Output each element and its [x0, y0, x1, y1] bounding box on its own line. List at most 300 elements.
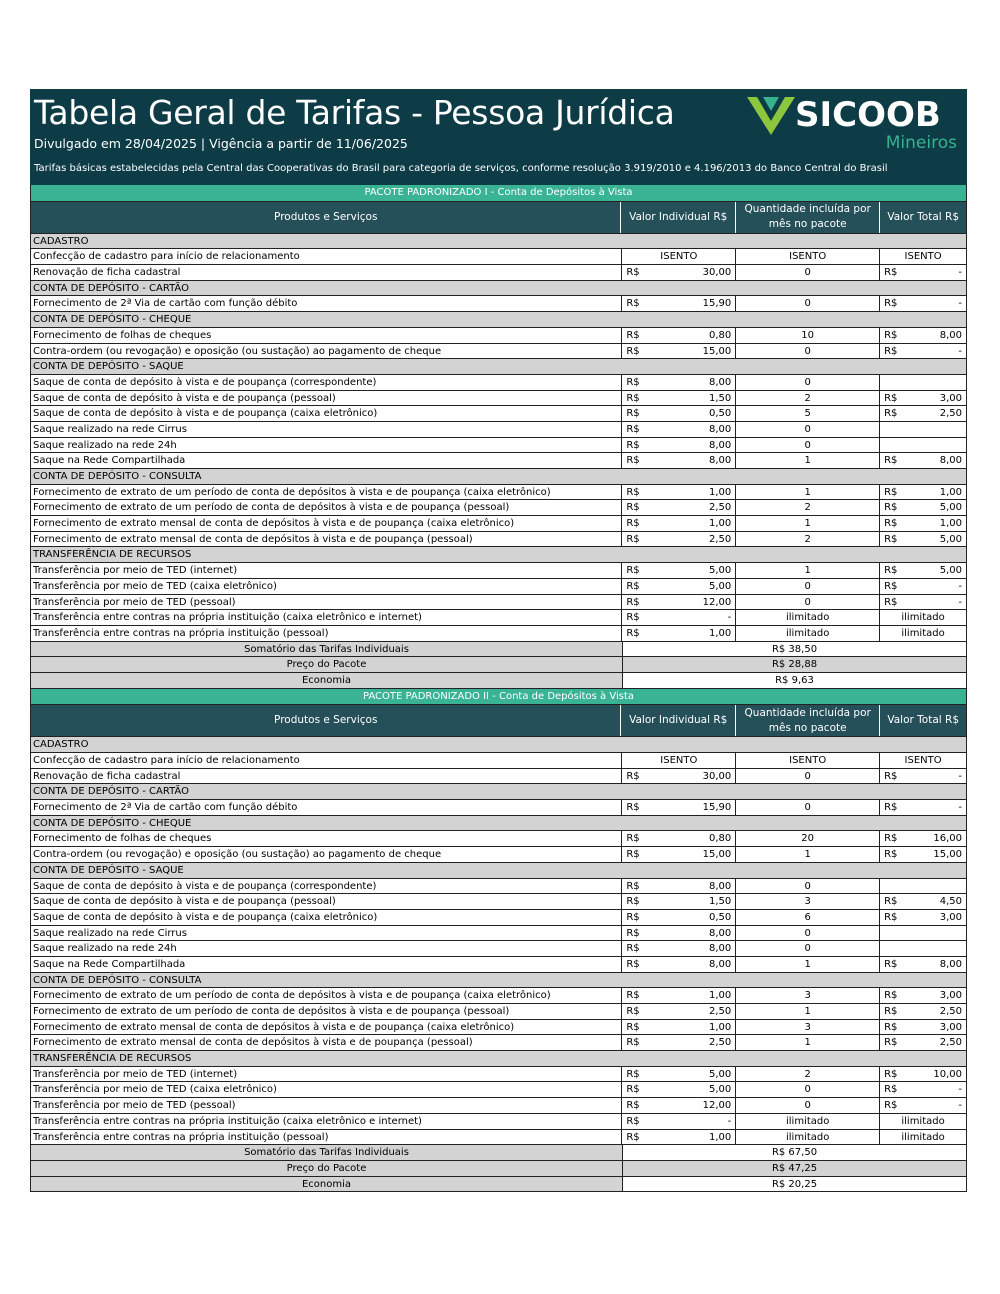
total-value — [880, 1035, 966, 1050]
header-products: Produtos e Serviços — [31, 202, 621, 233]
individual-value — [622, 769, 736, 784]
total-value — [880, 296, 966, 311]
currency-label: R$ — [626, 849, 640, 861]
total-amount: ilimitado — [901, 627, 945, 639]
individual-amount: 2,50 — [708, 533, 732, 545]
section-fill — [623, 816, 966, 831]
individual-amount: 12,00 — [702, 596, 732, 608]
individual-value — [622, 391, 736, 406]
individual-value — [622, 800, 736, 815]
service-name: Saque de conta de depósito à vista e de poupança (pessoal) — [31, 391, 622, 406]
included-quantity: 2 — [736, 391, 880, 406]
included-quantity: 1 — [736, 485, 880, 500]
publication-dates: Divulgado em 28/04/2025 | Vigência a partir de 11/06/2025 — [34, 136, 408, 151]
summary-row — [31, 1145, 966, 1161]
table-row — [31, 610, 966, 626]
currency-label: R$ — [884, 392, 898, 404]
currency-label: R$ — [626, 408, 640, 420]
section-row — [31, 281, 966, 297]
individual-amount: 30,00 — [702, 267, 732, 279]
currency-label: R$ — [626, 612, 640, 624]
service-name: Saque na Rede Compartilhada — [31, 453, 622, 468]
service-name: Saque realizado na rede Cirrus — [31, 926, 622, 941]
currency-label: R$ — [626, 896, 640, 908]
total-amount: - — [958, 298, 963, 310]
total-value — [880, 610, 966, 625]
service-name: Saque de conta de depósito à vista e de poupança (correspondente) — [31, 879, 622, 894]
header-products: Produtos e Serviços — [31, 705, 621, 736]
section-row — [31, 784, 966, 800]
individual-amount: 8,00 — [708, 455, 732, 467]
table-row — [31, 375, 966, 391]
section-row — [31, 359, 966, 375]
total-value — [880, 1004, 966, 1019]
section-row — [31, 312, 966, 328]
service-name: Saque realizado na rede Cirrus — [31, 422, 622, 437]
currency-label: R$ — [626, 911, 640, 923]
table-row — [31, 1020, 966, 1036]
currency-label: R$ — [626, 267, 640, 279]
table-row — [31, 753, 966, 769]
total-amount: 16,00 — [933, 833, 963, 845]
table-row — [31, 265, 966, 281]
section-label: TRANSFERÊNCIA DE RECURSOS — [31, 547, 623, 562]
table-row — [31, 500, 966, 516]
total-value — [880, 406, 966, 421]
table-row — [31, 1004, 966, 1020]
service-name: Transferência por meio de TED (internet) — [31, 563, 622, 578]
table-row — [31, 769, 966, 785]
service-name: Transferência por meio de TED (caixa eletrônico) — [31, 579, 622, 594]
table-row — [31, 516, 966, 532]
total-value — [880, 1020, 966, 1035]
service-name: Fornecimento de extrato mensal de conta de depósitos à vista e de poupança (caixa eletrônico) — [31, 516, 622, 531]
total-value — [880, 831, 966, 846]
total-amount: 2,50 — [939, 1037, 963, 1049]
summary-label: Preço do Pacote — [31, 1161, 623, 1176]
logo-text: SICOOB — [795, 95, 941, 135]
table-row — [31, 595, 966, 611]
currency-label: R$ — [884, 298, 898, 310]
total-amount: 10,00 — [933, 1068, 963, 1080]
total-amount: 3,00 — [939, 1021, 963, 1033]
individual-value — [622, 1004, 736, 1019]
individual-amount: - — [727, 1115, 732, 1127]
total-value — [880, 422, 966, 437]
individual-amount: 1,00 — [708, 990, 732, 1002]
table-row — [31, 485, 966, 501]
total-value — [880, 453, 966, 468]
total-amount: - — [958, 267, 963, 279]
individual-value — [622, 595, 736, 610]
section-row — [31, 469, 966, 485]
total-value — [880, 438, 966, 453]
table-row — [31, 626, 966, 642]
currency-label: R$ — [884, 345, 898, 357]
package-table — [30, 185, 967, 689]
section-label: CONTA DE DEPÓSITO - SAQUE — [31, 863, 623, 878]
individual-value — [622, 610, 736, 625]
currency-label: R$ — [884, 770, 898, 782]
header-quantity: Quantidade incluída por mês no pacote — [736, 202, 880, 233]
included-quantity: 0 — [736, 438, 880, 453]
table-row — [31, 563, 966, 579]
currency-label: R$ — [884, 596, 898, 608]
total-amount: 8,00 — [939, 329, 963, 341]
included-quantity: 6 — [736, 910, 880, 925]
individual-value — [622, 249, 736, 264]
individual-amount: 1,00 — [708, 518, 732, 530]
page-header — [30, 89, 967, 185]
individual-amount: 15,00 — [702, 345, 732, 357]
section-fill — [623, 312, 966, 327]
section-fill — [623, 784, 966, 799]
included-quantity: 2 — [736, 532, 880, 547]
currency-label: R$ — [626, 927, 640, 939]
individual-value — [622, 422, 736, 437]
currency-label: R$ — [626, 345, 640, 357]
included-quantity: ISENTO — [736, 753, 880, 768]
service-name: Fornecimento de extrato mensal de conta de depósitos à vista e de poupança (caixa eletrônico) — [31, 1020, 622, 1035]
currency-label: R$ — [626, 1100, 640, 1112]
individual-amount: 8,00 — [708, 423, 732, 435]
service-name: Saque de conta de depósito à vista e de poupança (caixa eletrônico) — [31, 406, 622, 421]
individual-value — [622, 265, 736, 280]
individual-value — [622, 894, 736, 909]
total-amount: - — [958, 596, 963, 608]
currency-label: R$ — [626, 376, 640, 388]
service-name: Saque realizado na rede 24h — [31, 438, 622, 453]
individual-amount: 2,50 — [708, 502, 732, 514]
individual-amount: 1,00 — [708, 1131, 732, 1143]
total-amount: 3,00 — [939, 911, 963, 923]
individual-amount: 1,50 — [708, 896, 732, 908]
section-fill — [623, 863, 966, 878]
individual-value — [622, 988, 736, 1003]
table-row — [31, 988, 966, 1004]
individual-amount: 1,00 — [708, 627, 732, 639]
section-label: CONTA DE DEPÓSITO - CARTÃO — [31, 784, 623, 799]
individual-amount: 0,50 — [708, 408, 732, 420]
currency-label: R$ — [884, 565, 898, 577]
total-value — [880, 941, 966, 956]
individual-value — [622, 563, 736, 578]
individual-value — [622, 957, 736, 972]
section-row — [31, 547, 966, 563]
section-fill — [623, 281, 966, 296]
package-tables — [30, 185, 967, 1192]
total-amount: - — [958, 345, 963, 357]
total-value — [880, 595, 966, 610]
included-quantity: 0 — [736, 375, 880, 390]
service-name: Transferência entre contras na própria instituição (caixa eletrônico e internet) — [31, 1114, 622, 1129]
section-row — [31, 234, 966, 250]
included-quantity: 0 — [736, 769, 880, 784]
section-label: TRANSFERÊNCIA DE RECURSOS — [31, 1051, 623, 1066]
service-name: Fornecimento de 2ª Via de cartão com função débito — [31, 800, 622, 815]
table-row — [31, 438, 966, 454]
table-row — [31, 847, 966, 863]
total-amount: 5,00 — [939, 533, 963, 545]
total-value — [880, 579, 966, 594]
total-value — [880, 265, 966, 280]
summary-row — [31, 673, 966, 689]
currency-label: R$ — [626, 833, 640, 845]
individual-amount: ISENTO — [660, 251, 698, 263]
service-name: Confecção de cadastro para início de relacionamento — [31, 753, 622, 768]
individual-amount: 30,00 — [702, 770, 732, 782]
total-amount: ilimitado — [901, 1115, 945, 1127]
included-quantity: 0 — [736, 1082, 880, 1097]
table-row — [31, 800, 966, 816]
individual-amount: 5,00 — [708, 565, 732, 577]
total-amount: 5,00 — [939, 502, 963, 514]
individual-value — [622, 941, 736, 956]
currency-label: R$ — [626, 802, 640, 814]
included-quantity: 2 — [736, 1067, 880, 1082]
included-quantity: 1 — [736, 453, 880, 468]
individual-amount: 12,00 — [702, 1100, 732, 1112]
currency-label: R$ — [884, 518, 898, 530]
section-row — [31, 816, 966, 832]
included-quantity: 3 — [736, 1020, 880, 1035]
section-label: CONTA DE DEPÓSITO - CARTÃO — [31, 281, 623, 296]
table-row — [31, 894, 966, 910]
table-row — [31, 941, 966, 957]
service-name: Transferência entre contras na própria instituição (caixa eletrônico e internet) — [31, 610, 622, 625]
included-quantity: 1 — [736, 563, 880, 578]
currency-label: R$ — [884, 329, 898, 341]
individual-value — [622, 1067, 736, 1082]
table-row — [31, 1082, 966, 1098]
individual-value — [622, 1035, 736, 1050]
included-quantity: 0 — [736, 926, 880, 941]
individual-amount: 8,00 — [708, 943, 732, 955]
individual-value — [622, 516, 736, 531]
individual-amount: 8,00 — [708, 880, 732, 892]
individual-amount: 8,00 — [708, 927, 732, 939]
table-row — [31, 453, 966, 469]
currency-label: R$ — [884, 1006, 898, 1017]
individual-value — [622, 1114, 736, 1129]
table-header — [31, 202, 966, 234]
currency-label: R$ — [626, 958, 640, 970]
included-quantity: 20 — [736, 831, 880, 846]
currency-label: R$ — [884, 408, 898, 420]
total-value — [880, 769, 966, 784]
total-amount: 3,00 — [939, 392, 963, 404]
currency-label: R$ — [884, 849, 898, 861]
total-value — [880, 1130, 966, 1145]
included-quantity: 0 — [736, 265, 880, 280]
total-amount: 15,00 — [933, 849, 963, 861]
total-amount: - — [958, 1084, 963, 1096]
total-value — [880, 249, 966, 264]
currency-label: R$ — [626, 1131, 640, 1143]
table-row — [31, 879, 966, 895]
included-quantity: 0 — [736, 941, 880, 956]
service-name: Saque realizado na rede 24h — [31, 941, 622, 956]
individual-value — [622, 406, 736, 421]
summary-row — [31, 1177, 966, 1193]
individual-value — [622, 831, 736, 846]
section-label: CADASTRO — [31, 234, 623, 249]
summary-value: R$ 20,25 — [771, 1178, 818, 1190]
total-value — [880, 1114, 966, 1129]
section-row — [31, 863, 966, 879]
total-amount: ISENTO — [904, 755, 942, 766]
currency-label: R$ — [626, 580, 640, 592]
individual-amount: 8,00 — [708, 958, 732, 970]
service-name: Fornecimento de extrato de um período de conta de depósitos à vista e de poupança (pessoal) — [31, 500, 622, 515]
header-individual: Valor Individual R$ — [621, 202, 736, 233]
currency-label: R$ — [626, 486, 640, 498]
logo-subtext: Mineiros — [885, 133, 957, 153]
included-quantity: ilimitado — [736, 1114, 880, 1129]
section-label: CONTA DE DEPÓSITO - CONSULTA — [31, 973, 623, 988]
table-row — [31, 1067, 966, 1083]
individual-value — [622, 910, 736, 925]
individual-value — [622, 438, 736, 453]
service-name: Transferência por meio de TED (pessoal) — [31, 1098, 622, 1113]
individual-amount: 1,00 — [708, 1021, 732, 1033]
currency-label: R$ — [626, 518, 640, 530]
included-quantity: 1 — [736, 1004, 880, 1019]
individual-amount: - — [727, 612, 732, 624]
total-value — [880, 926, 966, 941]
individual-amount: 2,50 — [708, 1006, 732, 1017]
included-quantity: 0 — [736, 595, 880, 610]
included-quantity: 5 — [736, 406, 880, 421]
currency-label: R$ — [626, 439, 640, 451]
currency-label: R$ — [626, 329, 640, 341]
total-amount: 1,00 — [939, 518, 963, 530]
summary-value: R$ 38,50 — [771, 643, 818, 655]
included-quantity: 1 — [736, 516, 880, 531]
total-amount: 2,50 — [939, 408, 963, 420]
page-subtitle: Tarifas básicas estabelecidas pela Central das Cooperativas do Brasil para categoria de serviços, conforme resolução 3.919/2010 e 4.196/2013 do Banco Central do Brasil — [34, 163, 888, 174]
section-fill — [623, 1051, 966, 1066]
table-row — [31, 1035, 966, 1051]
summary-label: Economia — [31, 1177, 623, 1192]
included-quantity: 3 — [736, 988, 880, 1003]
table-row — [31, 1114, 966, 1130]
currency-label: R$ — [884, 833, 898, 845]
package-title: PACOTE PADRONIZADO II - Conta de Depósitos à Vista — [31, 689, 966, 706]
table-row — [31, 579, 966, 595]
currency-label: R$ — [626, 627, 640, 639]
table-header — [31, 705, 966, 737]
individual-amount: 0,50 — [708, 911, 732, 923]
individual-value — [622, 579, 736, 594]
included-quantity: 1 — [736, 957, 880, 972]
included-quantity: 0 — [736, 1098, 880, 1113]
individual-amount: 5,00 — [708, 1068, 732, 1080]
table-row — [31, 296, 966, 312]
total-amount: - — [958, 1100, 963, 1112]
total-value — [880, 957, 966, 972]
section-row — [31, 973, 966, 989]
individual-value — [622, 1098, 736, 1113]
section-fill — [623, 359, 966, 374]
service-name: Fornecimento de folhas de cheques — [31, 831, 622, 846]
currency-label: R$ — [626, 880, 640, 892]
summary-row — [31, 657, 966, 673]
included-quantity: 0 — [736, 422, 880, 437]
included-quantity: 0 — [736, 579, 880, 594]
included-quantity: 1 — [736, 1035, 880, 1050]
table-row — [31, 1098, 966, 1114]
currency-label: R$ — [884, 580, 898, 592]
service-name: Saque na Rede Compartilhada — [31, 957, 622, 972]
table-row — [31, 1130, 966, 1146]
summary-value: R$ 67,50 — [771, 1147, 818, 1159]
individual-amount: 2,50 — [708, 1037, 732, 1049]
currency-label: R$ — [626, 423, 640, 435]
summary-label: Somatório das Tarifas Individuais — [31, 642, 623, 657]
individual-value — [622, 532, 736, 547]
total-amount: 3,00 — [939, 990, 963, 1002]
service-name: Saque de conta de depósito à vista e de poupança (correspondente) — [31, 375, 622, 390]
currency-label: R$ — [626, 502, 640, 514]
tariff-document — [30, 89, 967, 1192]
table-row — [31, 926, 966, 942]
included-quantity: ilimitado — [736, 626, 880, 641]
total-value — [880, 532, 966, 547]
section-fill — [623, 469, 966, 484]
service-name: Transferência por meio de TED (internet) — [31, 1067, 622, 1082]
currency-label: R$ — [884, 958, 898, 970]
individual-amount: 15,90 — [702, 802, 732, 814]
page-title: Tabela Geral de Tarifas - Pessoa Jurídica — [34, 93, 675, 132]
currency-label: R$ — [884, 1084, 898, 1096]
section-fill — [623, 547, 966, 562]
currency-label: R$ — [626, 533, 640, 545]
total-value — [880, 1098, 966, 1113]
total-value — [880, 847, 966, 862]
table-row — [31, 344, 966, 360]
included-quantity: 0 — [736, 800, 880, 815]
total-value — [880, 328, 966, 343]
currency-label: R$ — [626, 298, 640, 310]
total-value — [880, 988, 966, 1003]
table-row — [31, 249, 966, 265]
total-value — [880, 1082, 966, 1097]
currency-label: R$ — [626, 455, 640, 467]
included-quantity: 0 — [736, 879, 880, 894]
table-row — [31, 831, 966, 847]
service-name: Fornecimento de extrato mensal de conta de depósitos à vista e de poupança (pessoal) — [31, 532, 622, 547]
sicoob-logo-icon — [747, 95, 795, 139]
service-name: Renovação de ficha cadastral — [31, 769, 622, 784]
total-amount: 5,00 — [939, 565, 963, 577]
individual-amount: ISENTO — [660, 755, 698, 766]
individual-value — [622, 753, 736, 768]
currency-label: R$ — [884, 502, 898, 514]
total-amount: - — [958, 580, 963, 592]
header-individual: Valor Individual R$ — [621, 705, 736, 736]
currency-label: R$ — [626, 770, 640, 782]
currency-label: R$ — [626, 596, 640, 608]
included-quantity: 0 — [736, 296, 880, 311]
total-value — [880, 516, 966, 531]
currency-label: R$ — [884, 267, 898, 279]
section-label: CONTA DE DEPÓSITO - SAQUE — [31, 359, 623, 374]
currency-label: R$ — [626, 1115, 640, 1127]
included-quantity: 2 — [736, 500, 880, 515]
currency-label: R$ — [626, 1068, 640, 1080]
currency-label: R$ — [884, 1068, 898, 1080]
